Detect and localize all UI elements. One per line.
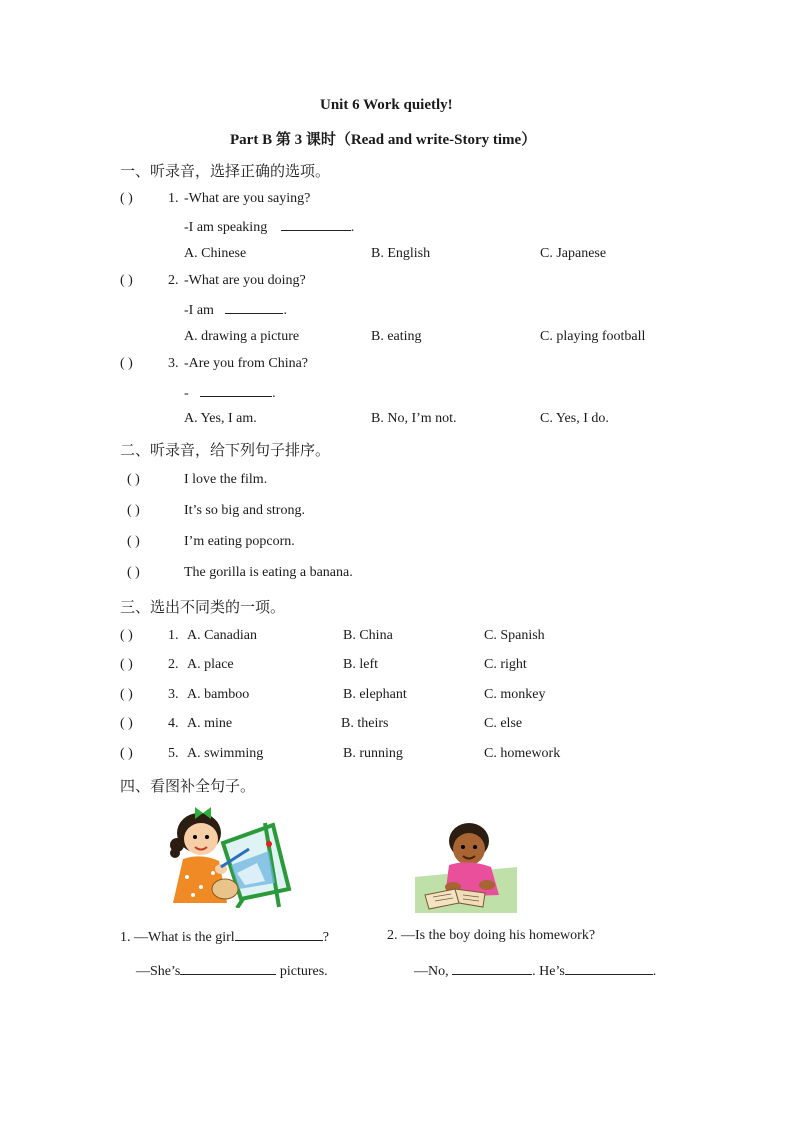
q2-option-b[interactable]: B. eating xyxy=(371,329,422,344)
q2-option-a[interactable]: A. drawing a picture xyxy=(184,329,300,344)
q1-option-a[interactable]: A. Chinese xyxy=(184,246,247,261)
order-paren-2[interactable]: ( ) xyxy=(127,503,140,518)
q3-option-c[interactable]: C. Yes, I do. xyxy=(540,411,609,426)
pic-q2-answer-mid: . He’s xyxy=(532,964,565,979)
odd-4-a[interactable]: A. mine xyxy=(187,716,233,731)
q1-prompt: -What are you saying? xyxy=(184,191,311,206)
odd-num-5: 5. xyxy=(168,746,179,761)
odd-num-3: 3. xyxy=(168,687,179,702)
q3-answer-tail: . xyxy=(272,386,276,401)
section3-heading: 三、选出不同类的一项。 xyxy=(120,600,286,616)
q2-number: 2. xyxy=(168,273,179,288)
odd-paren-1[interactable]: ( ) xyxy=(120,628,133,643)
odd-2-b[interactable]: B. left xyxy=(343,657,378,672)
q3-option-b[interactable]: B. No, I’m not. xyxy=(371,411,457,426)
odd-3-c[interactable]: C. monkey xyxy=(484,687,546,702)
q2-blank[interactable] xyxy=(225,301,283,314)
q2-option-c[interactable]: C. playing football xyxy=(540,329,646,344)
pic-q1-blank-1[interactable] xyxy=(235,928,323,941)
q1-number: 1. xyxy=(168,191,179,206)
order-paren-3[interactable]: ( ) xyxy=(127,534,140,549)
odd-num-1: 1. xyxy=(168,628,179,643)
odd-num-2: 2. xyxy=(168,657,179,672)
order-sentence-4: The gorilla is eating a banana. xyxy=(184,565,353,580)
odd-4-b[interactable]: B. theirs xyxy=(341,716,389,731)
odd-paren-4[interactable]: ( ) xyxy=(120,716,133,731)
section4-heading: 四、看图补全句子。 xyxy=(120,779,256,795)
odd-1-c[interactable]: C. Spanish xyxy=(484,628,545,643)
odd-2-a[interactable]: A. place xyxy=(187,657,234,672)
pic-q1-prompt: 1. —What is the girl xyxy=(120,930,235,945)
q1-paren[interactable]: ( ) xyxy=(120,191,133,206)
q1-blank[interactable] xyxy=(281,218,351,231)
odd-5-c[interactable]: C. homework xyxy=(484,746,561,761)
pic-q1-line1 xyxy=(120,928,329,946)
q2-paren[interactable]: ( ) xyxy=(120,273,133,288)
q2-answer-tail: . xyxy=(283,303,287,318)
odd-3-b[interactable]: B. elephant xyxy=(343,687,407,702)
q3-answer-text: - xyxy=(184,386,189,401)
pic-q2-blank-1[interactable] xyxy=(452,962,532,975)
q1-answer-tail: . xyxy=(350,220,355,235)
section2-heading: 二、听录音，给下列句子排序。 xyxy=(120,443,331,459)
odd-num-4: 4. xyxy=(168,716,179,731)
section1-heading: 一、听录音，选择正确的选项。 xyxy=(120,164,331,180)
q2-prompt: -What are you doing? xyxy=(184,273,306,288)
pic-q1-answer-post: pictures. xyxy=(276,964,328,979)
boy-reading-illustration xyxy=(415,815,517,913)
q1-answer-line xyxy=(184,218,354,236)
q1-option-b[interactable]: B. English xyxy=(371,246,431,261)
pic-q2-answer-pre: —No, xyxy=(414,964,453,979)
pic-q2-blank-2[interactable] xyxy=(565,962,653,975)
odd-4-c[interactable]: C. else xyxy=(484,716,523,731)
q3-answer-line xyxy=(184,384,276,402)
q1-answer-text: -I am speaking xyxy=(184,220,268,235)
unit-title: Unit 6 Work quietly! xyxy=(320,97,453,113)
order-paren-4[interactable]: ( ) xyxy=(127,565,140,580)
odd-3-a[interactable]: A. bamboo xyxy=(187,687,250,702)
odd-1-a[interactable]: A. Canadian xyxy=(187,628,257,643)
order-sentence-3: I’m eating popcorn. xyxy=(184,534,295,549)
pic-q1-qmark: ? xyxy=(322,930,329,945)
q3-option-a[interactable]: A. Yes, I am. xyxy=(184,411,257,426)
q2-answer-line xyxy=(184,301,287,319)
odd-paren-5[interactable]: ( ) xyxy=(120,746,133,761)
order-sentence-2: It’s so big and strong. xyxy=(184,503,305,518)
q3-number: 3. xyxy=(168,356,179,371)
pic-q1-line2 xyxy=(136,962,328,980)
pic-q2-answer-post: . xyxy=(652,964,657,979)
odd-paren-3[interactable]: ( ) xyxy=(120,687,133,702)
q2-answer-text: -I am xyxy=(184,303,214,318)
girl-painting-illustration xyxy=(165,803,295,908)
order-paren-1[interactable]: ( ) xyxy=(127,472,140,487)
odd-5-b[interactable]: B. running xyxy=(343,746,403,761)
order-sentence-1: I love the film. xyxy=(184,472,268,487)
pic-q1-blank-2[interactable] xyxy=(180,962,276,975)
odd-1-b[interactable]: B. China xyxy=(343,628,393,643)
q3-prompt: -Are you from China? xyxy=(184,356,309,371)
pic-q2-line2 xyxy=(414,962,656,980)
odd-paren-2[interactable]: ( ) xyxy=(120,657,133,672)
pic-q2-line1: 2. —Is the boy doing his homework? xyxy=(387,928,596,943)
pic-q1-answer-pre: —She’s xyxy=(136,964,181,979)
odd-5-a[interactable]: A. swimming xyxy=(187,746,264,761)
lesson-title: Part B 第 3 课时（Read and write-Story time） xyxy=(230,132,537,148)
q3-blank[interactable] xyxy=(200,384,272,397)
q3-paren[interactable]: ( ) xyxy=(120,356,133,371)
odd-2-c[interactable]: C. right xyxy=(484,657,527,672)
q1-option-c[interactable]: C. Japanese xyxy=(540,246,607,261)
